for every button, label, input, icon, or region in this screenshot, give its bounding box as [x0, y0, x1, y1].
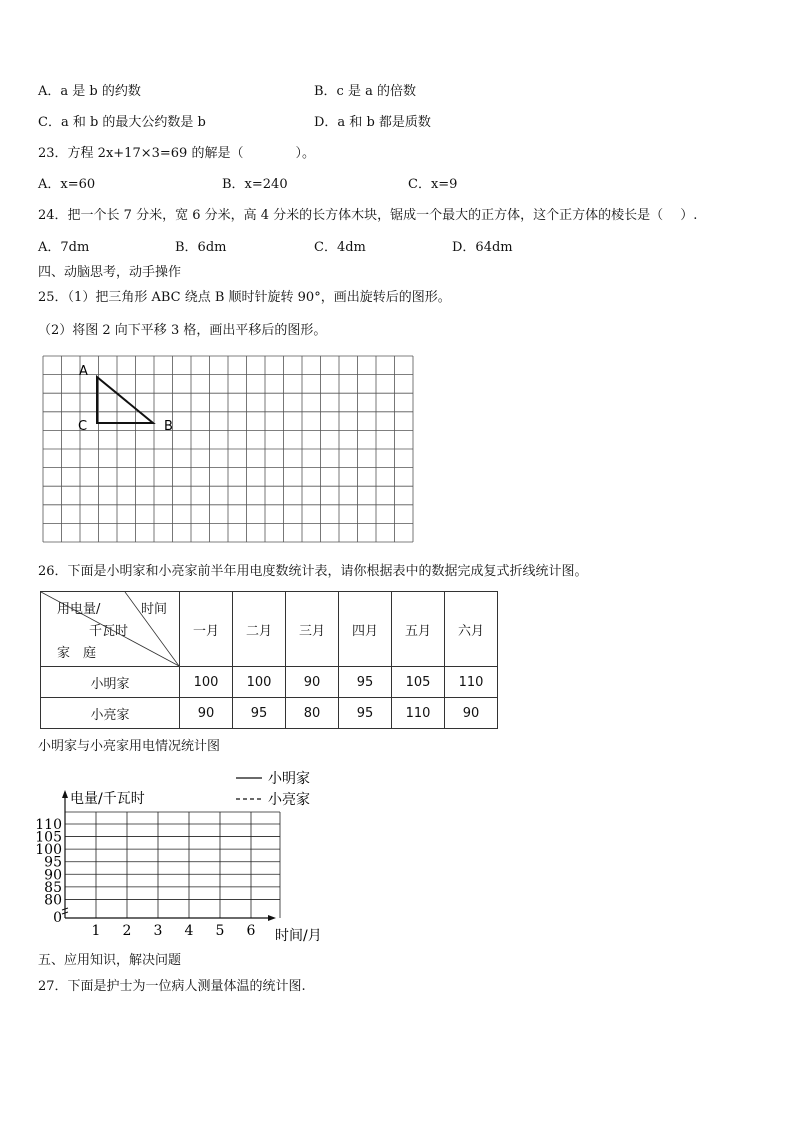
- question-24-option-d: D．64dm: [452, 240, 513, 255]
- x-tick-label: 2: [122, 923, 132, 939]
- x-tick-label: 4: [184, 923, 194, 939]
- table-header-month: 四月: [339, 592, 392, 667]
- option-b: B．c 是 a 的倍数: [314, 84, 416, 99]
- question-24-option-a: A．7dm: [38, 240, 90, 255]
- legend-label: 小亮家: [268, 792, 310, 808]
- x-tick-label: 6: [246, 923, 256, 939]
- table-cell: 95: [233, 698, 286, 729]
- question-24-option-c: C．4dm: [314, 240, 366, 255]
- question-24-stem: 24．把一个长 7 分米，宽 6 分米，高 4 分米的长方体木块，锯成一个最大的正方体，这个正方体的棱长是（ ）.: [38, 208, 698, 223]
- y-axis-arrow: [62, 790, 68, 798]
- x-axis-label: 时间/月: [275, 928, 322, 944]
- table-cell: 95: [339, 698, 392, 729]
- legend-label: 小明家: [268, 771, 310, 787]
- option-c: C．a 和 b 的最大公约数是 b: [38, 115, 206, 130]
- table-cell: 90: [180, 698, 233, 729]
- table-cell: 90: [445, 698, 498, 729]
- table-cell: 80: [286, 698, 339, 729]
- table-header-month: 一月: [180, 592, 233, 667]
- table-header-month: 六月: [445, 592, 498, 667]
- y-tick-label: 85: [44, 879, 62, 896]
- x-axis-arrow: [268, 915, 276, 921]
- x-tick-label: 1: [91, 923, 101, 939]
- option-d: D．a 和 b 都是质数: [314, 115, 431, 130]
- chart-ticks: [35, 817, 255, 939]
- table-header-month: 五月: [392, 592, 445, 667]
- y-tick-label: 80: [44, 892, 62, 909]
- table-cell: 100: [180, 667, 233, 698]
- point-label-a: A: [79, 364, 88, 379]
- corner-label-family: 家 庭: [57, 646, 97, 661]
- table-row-family: 小亮家: [41, 698, 180, 729]
- table-cell: 110: [392, 698, 445, 729]
- y-tick-label: 95: [44, 854, 62, 871]
- y-tick-label: 0: [53, 910, 62, 926]
- corner-label-time: 时间: [141, 602, 168, 617]
- table-cell: 90: [286, 667, 339, 698]
- x-tick-label: 3: [153, 923, 163, 939]
- x-tick-label: 5: [215, 923, 225, 939]
- chart-axes: [62, 790, 276, 921]
- question-25-part-2: （2）将图 2 向下平移 3 格，画出平移后的图形。: [38, 323, 327, 338]
- section-4-title: 四、动脑思考，动手操作: [38, 265, 182, 280]
- point-label-c: C: [78, 419, 88, 434]
- table-cell: 105: [392, 667, 445, 698]
- question-27-stem: 27．下面是护士为一位病人测量体温的统计图.: [38, 979, 306, 994]
- chart-title: 小明家与小亮家用电情况统计图: [38, 739, 221, 754]
- y-tick-label: 110: [35, 817, 62, 833]
- y-tick-label: 100: [35, 842, 62, 859]
- point-label-b: B: [164, 419, 173, 434]
- question-23-option-b: B．x=240: [222, 177, 288, 192]
- table-row-family: 小明家: [41, 667, 180, 698]
- question-23-stem: 23．方程 2x+17×3=69 的解是（ ）。: [38, 146, 315, 161]
- table-cell: 110: [445, 667, 498, 698]
- question-25-part-1: 25．（1）把三角形 ABC 绕点 B 顺时针旋转 90°，画出旋转后的图形。: [38, 290, 451, 305]
- corner-label-kwh: 千瓦时: [89, 624, 129, 639]
- table-cell: 100: [233, 667, 286, 698]
- question-26-stem: 26．下面是小明家和小亮家前半年用电度数统计表，请你根据表中的数据完成复式折线统计图。: [38, 564, 588, 579]
- y-axis-label: 电量/千瓦时: [70, 791, 145, 807]
- y-tick-label: 105: [35, 829, 62, 846]
- corner-label-usage: 用电量/: [57, 602, 101, 617]
- question-23-option-c: C．x=9: [408, 177, 458, 192]
- option-a: A．a 是 b 的约数: [38, 84, 141, 99]
- question-24-option-b: B．6dm: [175, 240, 227, 255]
- table-header-month: 二月: [233, 592, 286, 667]
- table-cell: 95: [339, 667, 392, 698]
- question-23-option-a: A．x=60: [38, 177, 96, 192]
- y-tick-label: 90: [44, 867, 62, 884]
- table-header-month: 三月: [286, 592, 339, 667]
- chart-grid: [65, 812, 280, 918]
- section-5-title: 五、应用知识，解决问题: [38, 953, 182, 968]
